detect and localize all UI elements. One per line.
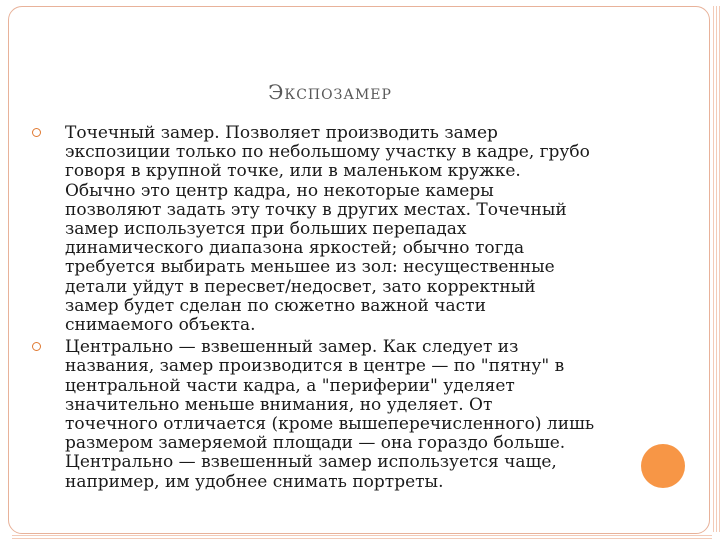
frame-bottom-line [12,535,712,536]
bullet-text: Центрально — взвешенный замер. Как следует из названия, замер производится в центре — по "пятну" в центральной части кадра, а "периферии" уделяет значительно меньше внимания, но уделяет. От точечного отличается (кроме вышеперечисленного) лишь размером замеряемой площади — она гораздо больше. Центрально — взвешенный замер используется чаще, например, им удобнее снимать портреты. [65,337,595,492]
bullet-item [30,338,630,492]
bullet-item [30,124,630,335]
bullet-list [30,124,630,492]
frame-edge-line [716,6,717,532]
slide-title: Экспозамер [268,80,392,104]
decorative-orange-circle [641,444,685,488]
frame-edge-line [713,6,714,532]
bullet-circle-icon [32,128,41,137]
bullet-circle-icon [32,342,41,351]
bullet-text: Точечный замер. Позволяет производить замер экспозиции только по небольшому участку в кадре, грубо говоря в крупной точке, или в маленьком кружке. Обычно это центр кадра, но некоторые камеры позволяют задать эту точку в других местах. Точечный замер используется при больших перепадах динамического диапазона яркостей; обычно тогда требуется выбирать меньшее из зол: несущественные детали уйдут в пересвет/недосвет, зато корректный замер будет сделан по сюжетно важной части снимаемого объекта. [65,123,590,336]
frame-bottom-line [12,538,712,539]
